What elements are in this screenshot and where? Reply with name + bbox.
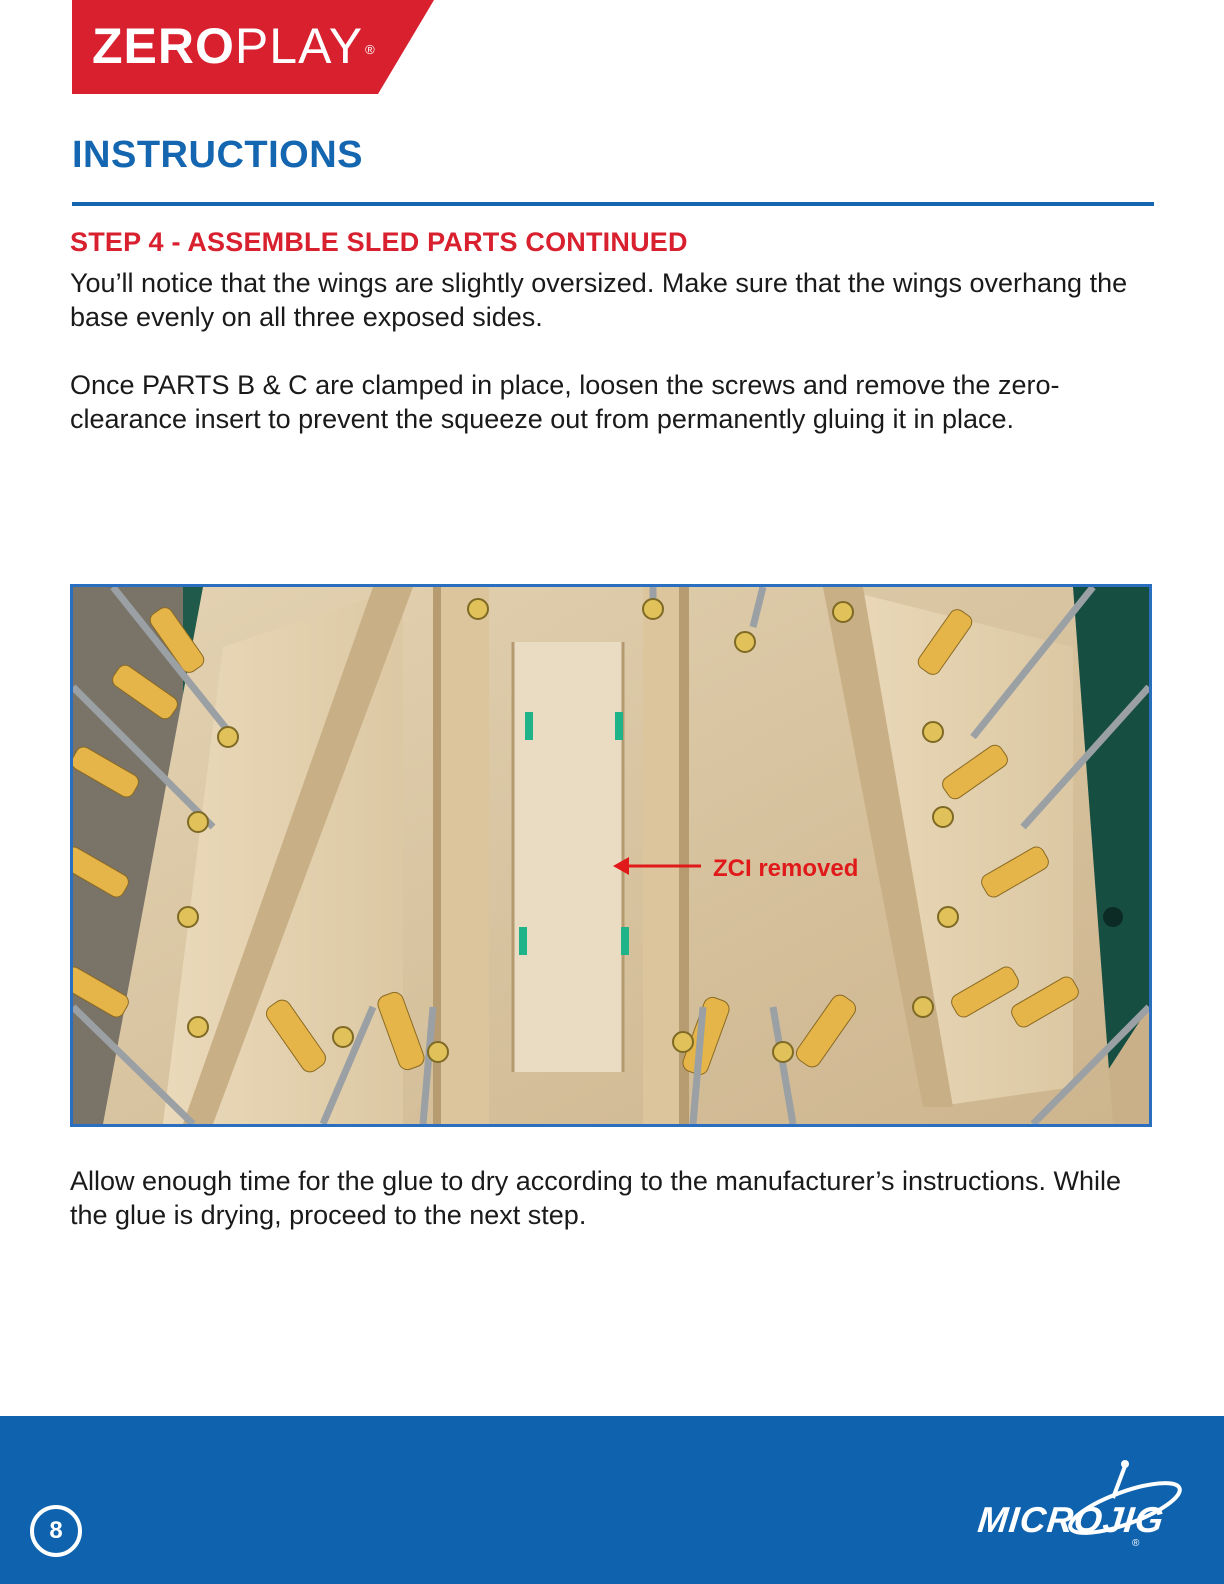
brand-name-light: PLAY <box>234 18 364 74</box>
step-paragraph-1: You’ll notice that the wings are slightly oversized. Make sure that the wings overhang the base evenly on all three exposed sides. <box>70 268 1128 332</box>
brand-registered-mark: ® <box>365 42 376 57</box>
microjig-logo <box>975 1448 1195 1558</box>
brand-logo <box>92 18 376 74</box>
brand-banner <box>72 0 440 94</box>
sled-photo-illustration <box>73 587 1149 1124</box>
page-number: 8 <box>30 1505 82 1557</box>
title-divider <box>72 202 1154 206</box>
step-heading: STEP 4 - ASSEMBLE SLED PARTS CONTINUED <box>70 227 688 257</box>
brand-name-bold: ZERO <box>92 18 235 74</box>
page-title: INSTRUCTIONS <box>72 134 363 176</box>
step-paragraph-2: Once PARTS B & C are clamped in place, loosen the screws and remove the zero-clearance insert to prevent the squeeze out from permanently gluing it in place. <box>70 370 1060 434</box>
microjig-wordmark: MICROJIG <box>975 1499 1167 1540</box>
microjig-registered-mark: ® <box>1132 1538 1140 1549</box>
zci-annotation: ZCI removed <box>713 855 859 882</box>
sled-clamping-photo <box>70 584 1152 1127</box>
step-paragraph-3: Allow enough time for the glue to dry according to the manufacturer’s instructions. While the glue is drying, proceed to the next step. <box>70 1166 1122 1230</box>
